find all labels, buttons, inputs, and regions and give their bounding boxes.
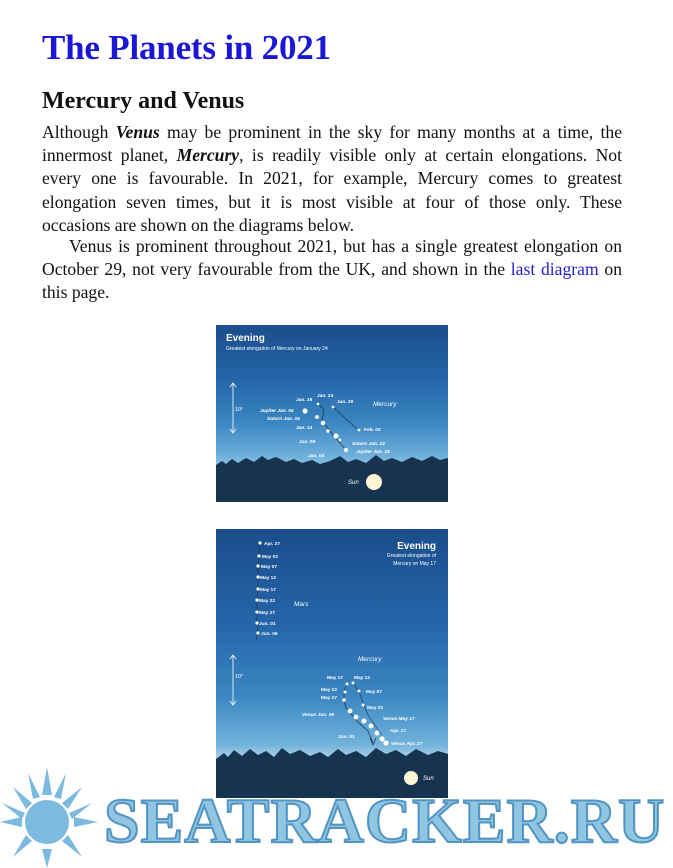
p1-text-2: may be prominent in the sky for many months at a time, the innermost planet, <box>42 122 623 166</box>
diagram2-subheading-2: Mercury on May 17 <box>393 561 436 567</box>
label-may07: May 07 <box>366 690 382 695</box>
saturn-dot <box>315 415 319 419</box>
mercury-january-diagram <box>216 325 448 502</box>
page-title: The Planets in 2021 <box>42 28 331 67</box>
label-may17: May 17 <box>327 676 343 681</box>
diagram2-heading: Evening <box>397 541 436 552</box>
mars-may22: May 22 <box>259 599 275 604</box>
label-jan19: Jan. 19 <box>296 398 313 403</box>
mars-may27: May 27 <box>259 611 275 616</box>
venus-term: Venus <box>115 122 160 142</box>
sun-icon <box>366 474 382 490</box>
label-may12: May 12 <box>354 676 370 681</box>
jupiter-dot <box>302 408 307 413</box>
diagram2-mercury-label: Mercury <box>358 656 382 663</box>
mars-apr27: Apr. 27 <box>264 542 280 547</box>
p2-text-2: on this page. <box>42 259 622 303</box>
label-jupiter-jan19: Jupiter Jan. 19 <box>356 450 390 455</box>
diagram1-scale-label: 10° <box>235 407 244 413</box>
label-may22: May 22 <box>321 688 337 693</box>
mars-jun01: Jun. 01 <box>259 622 276 627</box>
label-apr27: Apr. 27 <box>390 729 406 734</box>
mars-may07: May 07 <box>261 565 277 570</box>
mars-may17: May 17 <box>260 588 276 593</box>
watermark-text: SEATRACKER.RU <box>104 785 666 856</box>
diagram1-heading: Evening <box>226 333 265 344</box>
label-may27: May 27 <box>321 696 337 701</box>
paragraph-2 <box>42 235 622 305</box>
p1-text-1: Although <box>42 122 116 142</box>
label-venus-apr27: Venus Apr. 27 <box>391 742 423 747</box>
section-title: Mercury and Venus <box>42 88 245 114</box>
p1-text-3: , is readily visible only at certain elongations. Not every one is favourable. In 2021, for example, Mercury comes to greatest elongation seven times, but it is most visible at four of those only. These occasions are shown on the diagrams below. <box>42 145 622 235</box>
diagram2-subheading-1: Greatest elongation of <box>386 553 436 559</box>
label-jan04: Jan. 04 <box>308 454 325 459</box>
mercury-path <box>318 404 347 451</box>
mercury-term: Mercury <box>176 145 240 166</box>
mars-jun06: Jun. 06 <box>261 632 278 637</box>
label-jan09: Jan. 09 <box>299 440 316 445</box>
label-saturn-jan14: Saturn Jan. 14 <box>352 442 385 447</box>
mars-may12: May 12 <box>260 576 276 581</box>
label-jan14: Jan. 14 <box>296 426 313 431</box>
mars-may02: May 02 <box>262 555 278 560</box>
diagram1-sun-label: Sun <box>348 480 359 486</box>
mercury-may-diagram <box>216 529 448 798</box>
label-feb03: Feb. 03 <box>364 428 381 433</box>
diagram1-mercury-label: Mercury <box>373 401 397 408</box>
diagram1-subheading: Greatest elongation of Mercury on January 24 <box>226 346 328 352</box>
last-diagram-link[interactable]: last diagram <box>510 259 599 280</box>
diagram2-sun-label: Sun <box>423 776 434 782</box>
p2-text-1: Venus is prominent throughout 2021, but has a single greatest elongation on October 29, not very favourable from the UK, and shown in the <box>42 236 622 280</box>
label-jun01: Jun. 01 <box>338 735 355 740</box>
label-venus-may17: Venus May 17 <box>383 717 415 722</box>
label-jupiter-jan04: Jupiter Jan. 04 <box>260 409 294 414</box>
diagram2-scale-label: 10° <box>235 674 244 680</box>
label-may02: May 02 <box>367 706 383 711</box>
label-jan29: Jan. 29 <box>337 400 354 405</box>
label-jan24: Jan. 24 <box>317 394 334 399</box>
paragraph-1 <box>42 121 622 237</box>
tree-silhouette <box>216 455 448 502</box>
label-venus-jun06: Venus Jun. 06 <box>302 713 335 718</box>
label-saturn-jan04: Saturn Jan. 04 <box>267 417 300 422</box>
diagram2-mars-label: Mars <box>294 601 309 608</box>
